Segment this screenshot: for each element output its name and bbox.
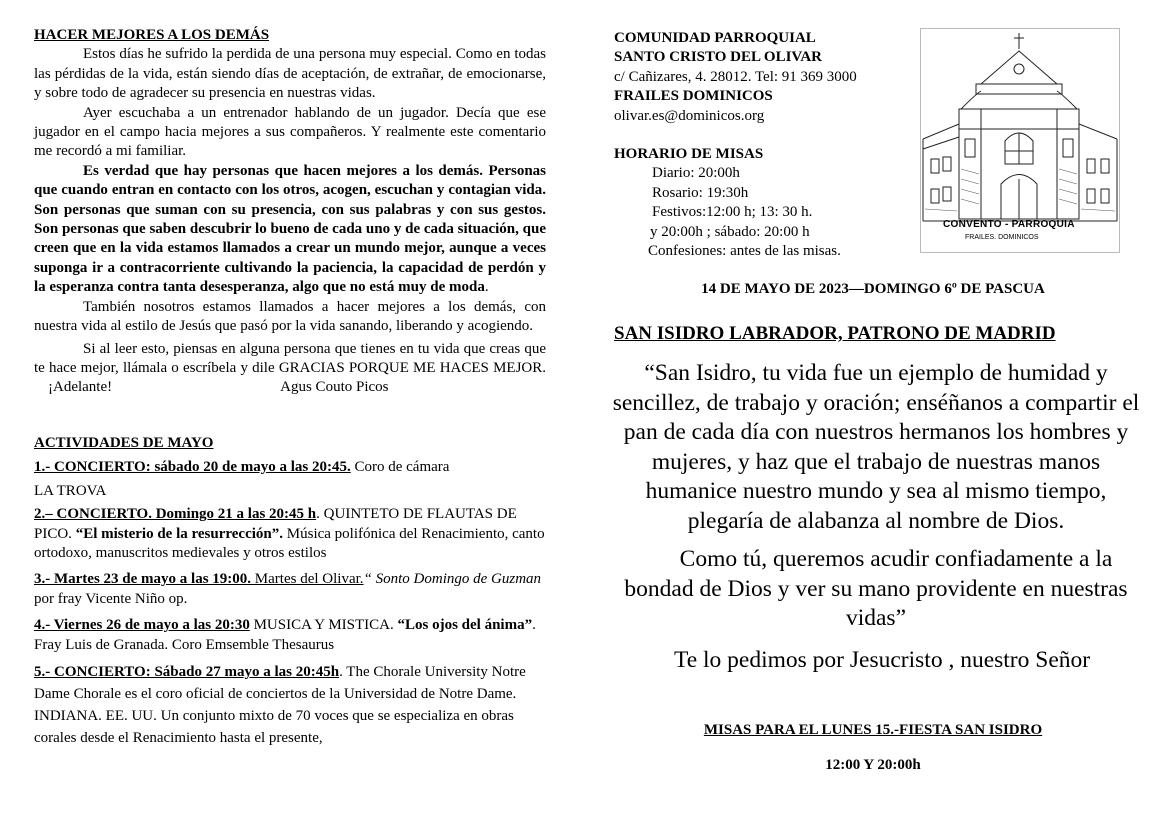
activity-1 xyxy=(34,457,546,478)
activity-2-title: “El misterio de la resurrección”. xyxy=(75,525,284,542)
article-paragraph-1: Estos días he sufrido la perdida de una persona muy especial. Como en todas las pérdidas de la vida, están siendo días de aceptación, de extrañar, de emocionarse, y sobre todo de agradecer su presencia en nuestras vidas. xyxy=(34,46,546,102)
parish-line-2: SANTO CRISTO DEL OLIVAR xyxy=(614,49,822,66)
article-paragraph-5-text: Si al leer esto, piensas en alguna persona que tienes en tu vida que creas que te hace mejor, llámala o escríbela y dile GRACIAS PORQUE ME HACES MEJOR. xyxy=(34,340,546,376)
prayer-title: SAN ISIDRO LABRADOR, PATRONO DE MADRID xyxy=(614,323,1056,344)
masses-title: MISAS PARA EL LUNES 15.-FIESTA SAN ISIDRO xyxy=(703,722,1043,738)
schedule-rosario: Rosario: 19:30h xyxy=(652,184,749,201)
activity-3-label: 3.- Martes 23 de mayo a las 19:00. xyxy=(34,571,252,588)
article-paragraph-4: También nosotros estamos llamados a hacer mejores a los demás, con nuestra vida al estilo de Jesús que pasó por la vida sanando, liberando y acogiendo. xyxy=(34,298,546,335)
activity-4-text: MUSICA Y MISTICA. xyxy=(249,617,398,634)
activity-4-text2: . Fray Luis de Granada. Coro Emsemble Thesaurus xyxy=(34,617,536,654)
article-author: Agus Couto Picos xyxy=(280,379,389,396)
activity-2 xyxy=(34,505,546,563)
activity-4 xyxy=(34,615,546,655)
activity-4-title: “Los ojos del ánima” xyxy=(397,617,533,634)
sketch-caption-2: FRAILES. DOMINICOS xyxy=(965,234,1039,241)
mass-schedule xyxy=(614,145,914,261)
activity-4-label: 4.- Viernes 26 de mayo a las 20:30 xyxy=(34,617,250,634)
schedule-festivos-2: y 20:00h ; sábado: 20:00 h xyxy=(650,223,810,240)
prayer-paragraph-1: “San Isidro, tu vida fue un ejemplo de humidad y sencillez, de trabajo y oración; enséñanos a compartir el pan de cada día con nuestros hermanos los hombres y mujeres, y haz que el trabajo de nuestras manos humanice nuestro mundo y sea al mismo tiempo, plegaría de alabanza al nombre de Dios. xyxy=(612,360,1140,534)
schedule-festivos: Festivos:12:00 h; 13: 30 h. xyxy=(652,204,813,221)
masses-times: 12:00 Y 20:00h xyxy=(825,757,921,773)
article-paragraph-3-bold: Es verdad que hay personas que hacen mejores a los demás. Personas que cuando entran en contacto con los otros, acogen, escuchan y contagian vida. Son personas que suman con su presencia, con sus palabras y con sus gestos. Son personas que saben descubrir lo bueno de cada uno y de cada situación, que creen que en la vida estamos llamados a crear un mundo mejor, aunque a veces suponga ir a contracorriente cultivando la paciencia, la capacidad de perdón y la esperanza contra tanta desesperanza, algo que no está muy de moda xyxy=(34,162,546,296)
activity-1-text: Coro de cámara xyxy=(350,459,450,476)
activity-1-label: 1.- CONCIERTO: sábado 20 de mayo a las 20:45. xyxy=(34,459,351,476)
parish-line-4: FRAILES DOMINICOS xyxy=(614,88,773,105)
sketch-caption-1: CONVENTO - PARROQUIA xyxy=(943,219,1075,230)
activity-5-label: 5.- CONCIERTO: Sábado 27 mayo a las 20:45h xyxy=(34,664,340,681)
schedule-title: HORARIO DE MISAS xyxy=(614,146,764,162)
article-paragraph-2: Ayer escuchaba a un entrenador hablando de un jugador. Decía que ese jugador en el campo hacia mejores a sus compañeros. Y realmente este comentario me recordó a mi familiar. xyxy=(34,104,546,160)
activity-3 xyxy=(34,569,546,609)
left-column xyxy=(34,26,546,752)
activity-3-text2: por fray Vicente Niño op. xyxy=(34,591,188,608)
activity-5 xyxy=(34,661,546,749)
schedule-confesiones: Confesiones: antes de las misas. xyxy=(648,243,841,260)
schedule-diario: Diario: 20:00h xyxy=(652,165,740,182)
parish-email: olivar.es@dominicos.org xyxy=(614,107,765,124)
activity-3-italic: “ Sonto Domingo de Guzman xyxy=(363,571,542,588)
church-sketch-image xyxy=(920,28,1120,253)
parish-address: c/ Cañizares, 4. 28012. Tel: 91 369 3000 xyxy=(614,68,857,85)
article-paragraph-3-end: . xyxy=(484,279,489,296)
activity-2-text2: Música polifónica del Renacimiento, canto ortodoxo, manuscritos medievales y otros estilos xyxy=(34,525,545,561)
activity-2-text: . QUINTETO DE FLAUTAS DE PICO. xyxy=(34,506,517,542)
parish-header xyxy=(614,29,914,126)
article-paragraph-3 xyxy=(34,162,546,298)
article-title: HACER MEJORES A LOS DEMÁS xyxy=(34,27,270,43)
activity-1-line2: LA TROVA xyxy=(34,483,107,500)
activity-3-text: Martes del Olivar. xyxy=(251,571,364,588)
prayer-paragraph-2: Como tú, queremos acudir confiadamente a la bondad de Dios y ver su mano providente en nuestras vidas” xyxy=(624,546,1128,631)
article-paragraph-5 xyxy=(34,340,546,398)
date-line: 14 DE MAYO DE 2023—DOMINGO 6º DE PASCUA xyxy=(701,281,1045,297)
activity-5-text: . The Chorale University Notre Dame Chorale es el coro oficial de conciertos de la Universidad de Notre Dame. INDIANA. EE. UU. Un conjunto mixto de 70 voces que se especializa en obras corales desde el Renacimiento hasta el presente, xyxy=(34,664,526,747)
parish-line-1: COMUNIDAD PARROQUIAL xyxy=(614,30,816,46)
prayer-paragraph-3: Te lo pedimos por Jesucristo , nuestro Señor xyxy=(674,647,1091,673)
article-adelante: ¡Adelante! xyxy=(48,379,113,396)
activity-2-label: 2.– CONCIERTO. Domingo 21 a las 20:45 h xyxy=(34,506,317,523)
activities-title: ACTIVIDADES DE MAYO xyxy=(34,434,214,451)
